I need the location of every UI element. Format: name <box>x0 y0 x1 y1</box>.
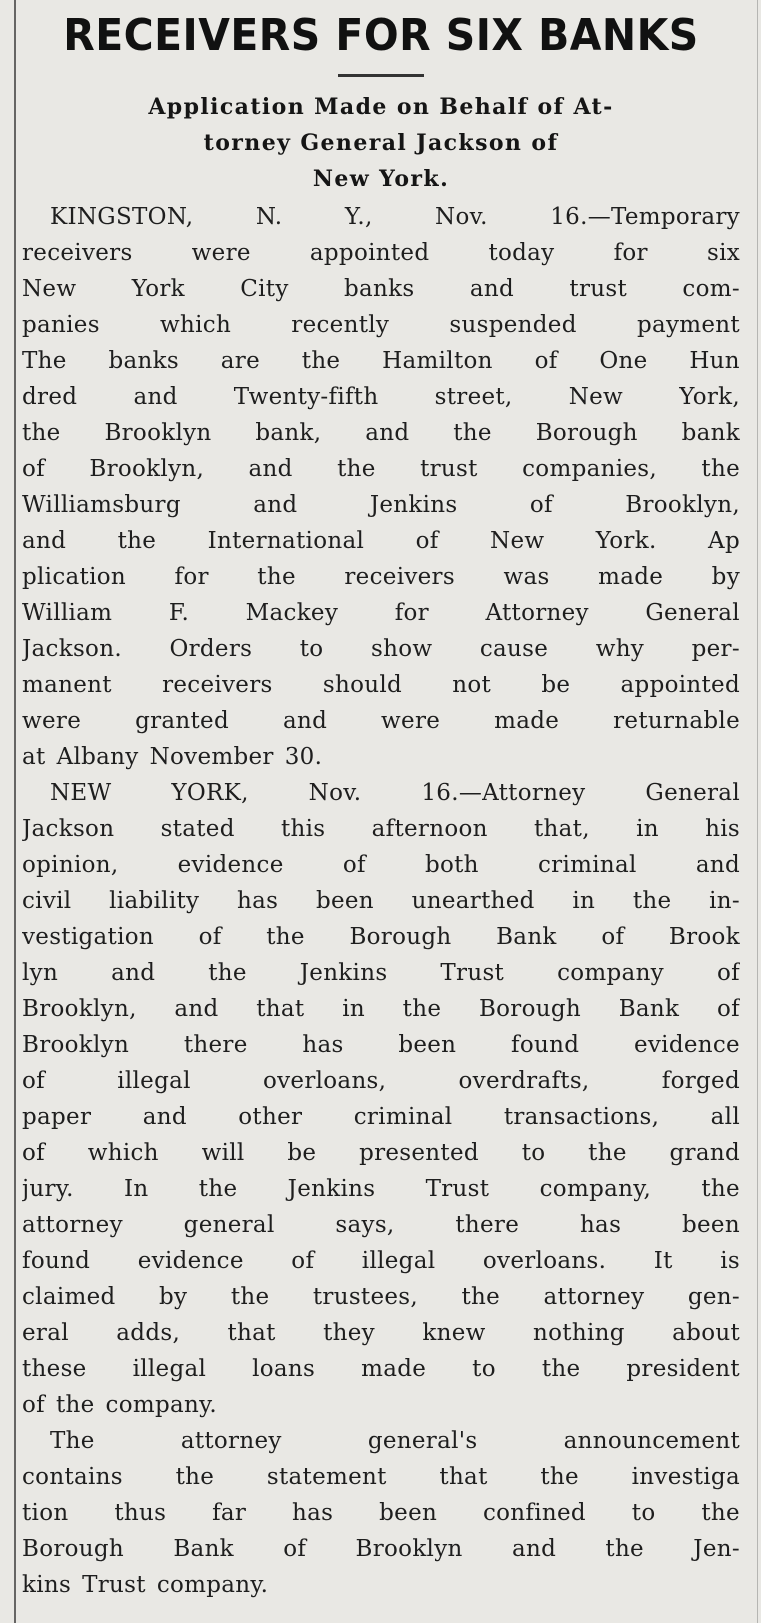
text-line: panies which recently suspended payment <box>22 312 740 338</box>
text-line: of illegal overloans, overdrafts, forged <box>22 1068 740 1094</box>
text-line: plication for the receivers was made by <box>22 564 740 590</box>
text-line: eral adds, that they knew nothing about <box>22 1320 740 1346</box>
text-line: William F. Mackey for Attorney General <box>22 600 740 626</box>
subheadline <box>22 89 740 197</box>
text-line: the Brooklyn bank, and the Borough bank <box>22 420 740 446</box>
subheadline-line: torney General Jackson of <box>203 130 559 156</box>
article-body <box>22 199 740 1603</box>
text-line: kins Trust company. <box>22 1572 269 1598</box>
text-line: Borough Bank of Brooklyn and the Jen- <box>22 1536 740 1562</box>
article <box>22 8 740 1603</box>
column-rule-right <box>757 0 758 1623</box>
text-line: Williamsburg and Jenkins of Brooklyn, <box>22 492 740 518</box>
text-line: vestigation of the Borough Bank of Brook <box>22 924 740 950</box>
text-line: tion thus far has been confined to the <box>22 1500 740 1526</box>
paragraph <box>22 775 740 1423</box>
text-line: and the International of New York. Ap <box>22 528 740 554</box>
text-line: The banks are the Hamilton of One Hun <box>22 348 740 374</box>
text-line: at Albany November 30. <box>22 744 323 770</box>
text-line: dred and Twenty-fifth street, New York, <box>22 384 740 410</box>
text-line: claimed by the trustees, the attorney gen- <box>22 1284 740 1310</box>
text-line: of Brooklyn, and the trust companies, the <box>22 456 740 482</box>
text-line: receivers were appointed today for six <box>22 240 740 266</box>
text-line: found evidence of illegal overloans. It is <box>22 1248 740 1274</box>
paragraph <box>22 199 740 775</box>
paragraph <box>22 1423 740 1603</box>
text-line: New York City banks and trust com- <box>22 276 740 302</box>
text-line: manent receivers should not be appointed <box>22 672 740 698</box>
text-line: The attorney general's announcement <box>50 1428 740 1454</box>
text-line: Brooklyn, and that in the Borough Bank of <box>22 996 740 1022</box>
text-line: of which will be presented to the grand <box>22 1140 740 1166</box>
headline-rule <box>338 74 424 77</box>
column-rule-left <box>14 0 16 1623</box>
text-line: civil liability has been unearthed in the in- <box>22 888 740 914</box>
text-line: Brooklyn there has been found evidence <box>22 1032 740 1058</box>
text-line: jury. In the Jenkins Trust company, the <box>22 1176 740 1202</box>
text-line: paper and other criminal transactions, all <box>22 1104 740 1130</box>
text-line: attorney general says, there has been <box>22 1212 740 1238</box>
text-line: Jackson. Orders to show cause why per- <box>22 636 740 662</box>
text-line: these illegal loans made to the president <box>22 1356 740 1382</box>
text-line: contains the statement that the investiga <box>22 1464 740 1490</box>
text-line: of the company. <box>22 1392 217 1418</box>
text-line: lyn and the Jenkins Trust company of <box>22 960 740 986</box>
text-line: were granted and were made returnable <box>22 708 740 734</box>
subheadline-line: Application Made on Behalf of At- <box>148 94 614 120</box>
text-line: opinion, evidence of both criminal and <box>22 852 740 878</box>
text-line: NEW YORK, Nov. 16.—Attorney General <box>50 780 740 806</box>
text-line: Jackson stated this afternoon that, in his <box>22 816 740 842</box>
text-line: KINGSTON, N. Y., Nov. 16.—Temporary <box>50 204 740 230</box>
headline: RECEIVERS FOR SIX BANKS <box>63 10 699 61</box>
subheadline-line: New York. <box>312 166 450 192</box>
